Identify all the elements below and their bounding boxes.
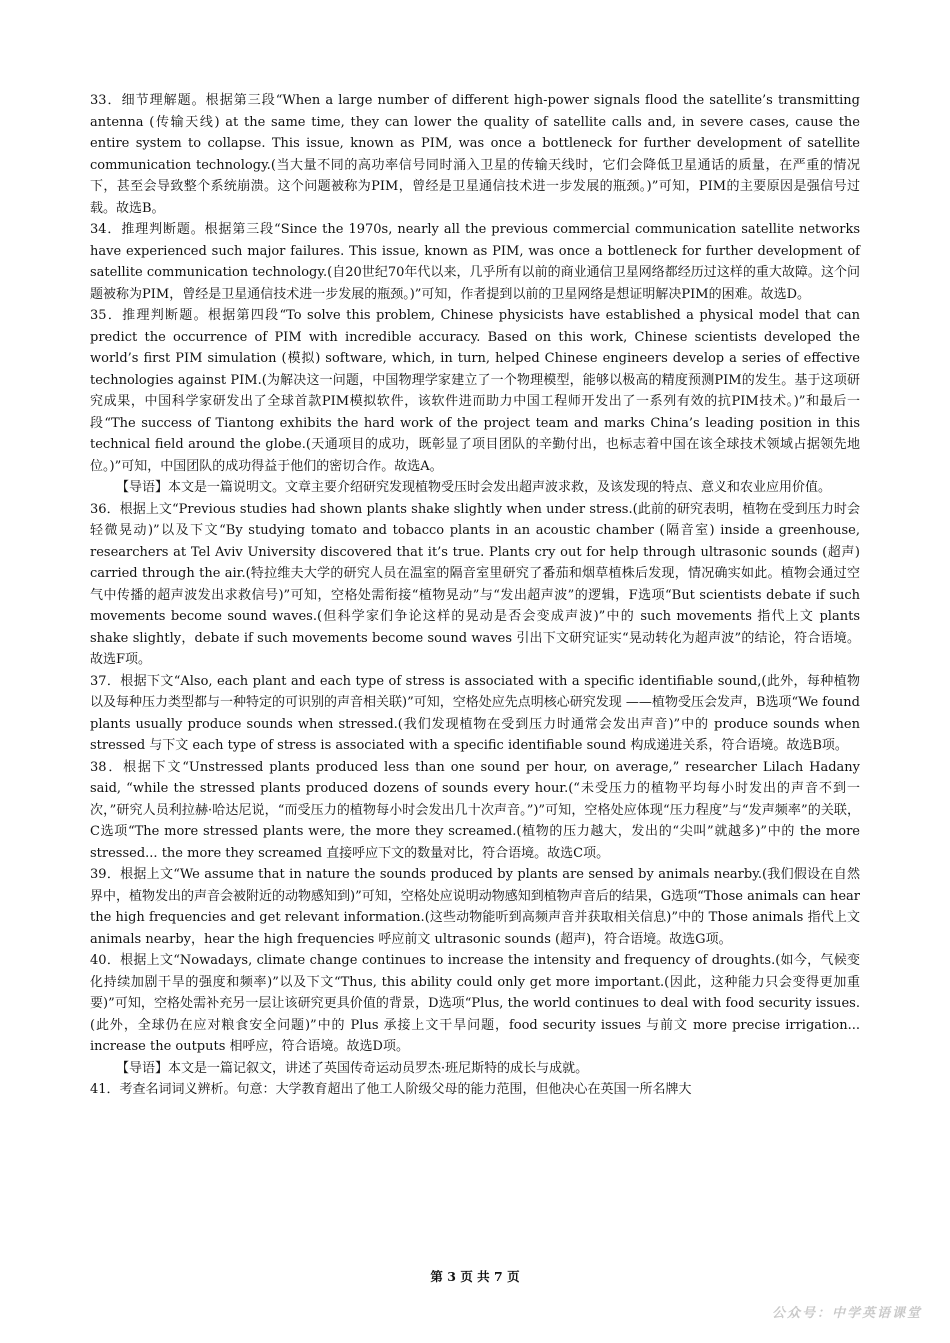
answer-41-explanation: 41．考查名词词义辨析。句意：大学教育超出了他工人阶级父母的能力范围，但他决心在英国一所名牌大 [90,1082,692,1097]
answer-36-explanation: 36．根据上文“Previous studies had shown plants shake slightly when under stress.(此前的研究表明，植物在受到压力时会轻微晃动)”以及下文“By studying tomato and tobacco plants in an acoustic chamber (隔音室) inside a greenhouse, researchers at Tel Aviv University discovered that it’s true. Plants cry out for help through ultrasonic sounds (超声) carried through the air.(特拉维夫大学的研究人员在温室的隔音室里研究了番茄和烟草植株后发现，情况确实如此。植物会通过空气中传播的超声波发出求救信号)”可知，空格处需衔接“植物晃动”与“发出超声波”的逻辑，F选项“But scientists debate if such movements become sound waves.(但科学家们争论这样的晃动是否会变成声波)”中的 such movements 指代上文 plants shake slightly，debate if such movements become sound waves 引出下文研究证实“晃动转化为超声波”的结论，符合语境。故选F项。 [90,501,860,667]
passage-guide-intro-2: 【导语】本文是一篇记叙文，讲述了英国传奇运动员罗杰·班尼斯特的成长与成就。 [116,1060,589,1076]
answer-34-explanation: 34．推理判断题。根据第三段“Since the 1970s, nearly all the previous commercial communication satellite networks have experienced such major failures. This issue, known as PIM, was once a bottleneck for further development of satellite communication technology.(自20世纪70年代以来，几乎所有以前的商业通信卫星网络都经历过这样的重大故障。这个问题被称为PIM，曾经是卫星通信技术进一步发展的瓶颈。)”可知，作者提到以前的卫星网络是想证明解决PIM的困难。故选D。 [90,222,860,302]
answer-38-explanation: 38．根据下文“Unstressed plants produced less than one sound per hour, on average,” researcher Lilach Hadany said, “while the stressed plants produced dozens of sounds every hour.(“未受压力的植物平均每小时发出的声音不到一次，”研究人员利拉赫·哈达尼说，“而受压力的植物每小时会发出几十次声音。”)”可知，空格处应体现“压力程度”与“发声频率”的关联，C选项“The more stressed plants were, the more they screamed.(植物的压力越大，发出的“尖叫”就越多)”中的 the more stressed... the more they screamed 直接呼应下文的数量对比，符合语境。故选C项。 [90,759,860,861]
passage-guide-intro: 【导语】本文是一篇说明文。文章主要介绍研究发现植物受压时会发出超声波求救，及该发现的特点、意义和农业应用价值。 [116,480,832,495]
answer-33-explanation: 33．细节理解题。根据第三段“When a large number of different high-power signals flood the satellite’s transmitting antenna (传输天线) at the same time, they can lower the quality of satellite calls and, in severe cases, cause the entire system to collapse. This issue, known as PIM, was once a bottleneck for further development of satellite communication technology.(当大量不同的高功率信号同时涌入卫星的传输天线时，它们会降低卫星通话的质量，在严重的情况下，甚至会导致整个系统崩溃。这个问题被称为PIM，曾经是卫星通信技术进一步发展的瓶颈。)”可知，PIM的主要原因是强信号过载。故选B。 [90,93,860,216]
answer-37-explanation: 37．根据下文“Also, each plant and each type of stress is associated with a specific identifiable sound,(此外，每种植物以及每种压力类型都与一种特定的可识别的声音相关联)”可知，空格处应先点明核心研究发现 ——植物受压会发声，B选项“We found plants usually produce sounds when stressed.(我们发现植物在受到压力时通常会发出声音)”中的 produce sounds when stressed 与下文 each type of stress is associated with a specific identifiable sound 构成递进关系，符合语境。故选B项。 [90,673,860,753]
watermark-text: 公众号：中学英语课堂 [771,1306,922,1321]
document-body [90,90,860,1101]
answer-35-explanation: 35．推理判断题。根据第四段“To solve this problem, Chinese physicists have established a physical model that can predict the occurrence of PIM with incredible accuracy. Based on this work, Chinese scientists developed the world’s first PIM simulation (模拟) software, which, in turn, helped Chinese engineers develop a series of effective technologies against PIM.(为解决这一问题，中国物理学家建立了一个物理模型，能够以极高的精度预测PIM的发生。基于这项研究成果，中国科学家研发出了全球首款PIM模拟软件，该软件进而助力中国工程师开发出了一系列有效的抗PIM技术。)”和最后一段“The success of Tiantong exhibits the hard work of the project team and marks China’s leading position in this technical field around the globe.(天通项目的成功，既彰显了项目团队的辛勤付出，也标志着中国在该全球技术领域占据领先地位。)”可知，中国团队的成功得益于他们的密切合作。故选A。 [90,308,860,474]
page-number-footer: 第 3 页 共 7 页 [430,1269,520,1284]
answer-39-explanation: 39．根据上文“We assume that in nature the sounds produced by plants are sensed by animals nearby.(我们假设在自然界中，植物发出的声音会被附近的动物感知到)”可知，空格处应说明动物感知到植物声音后的结果，G选项“Those animals can hear the high frequencies and get relevant information.(这些动物能听到高频声音并获取相关信息)”中的 Those animals 指代上文 animals nearby，hear the high frequencies 呼应前文 ultrasonic sounds (超声)，符合语境。故选G项。 [90,867,861,947]
answer-40-explanation: 40．根据上文“Nowadays, climate change continues to increase the intensity and frequency of droughts.(如今，气候变化持续加剧干旱的强度和频率)”以及下文“Thus, this ability could only get more important.(因此，这种能力只会变得更加重要)”可知，空格处需补充另一层让该研究更具价值的背景，D选项“Plus, the world continues to deal with food security issues.(此外，全球仍在应对粮食安全问题)”中的 Plus 承接上文干旱问题，food security issues 与前文 more precise irrigation... increase the outputs 相呼应，符合语境。故选D项。 [90,953,860,1054]
